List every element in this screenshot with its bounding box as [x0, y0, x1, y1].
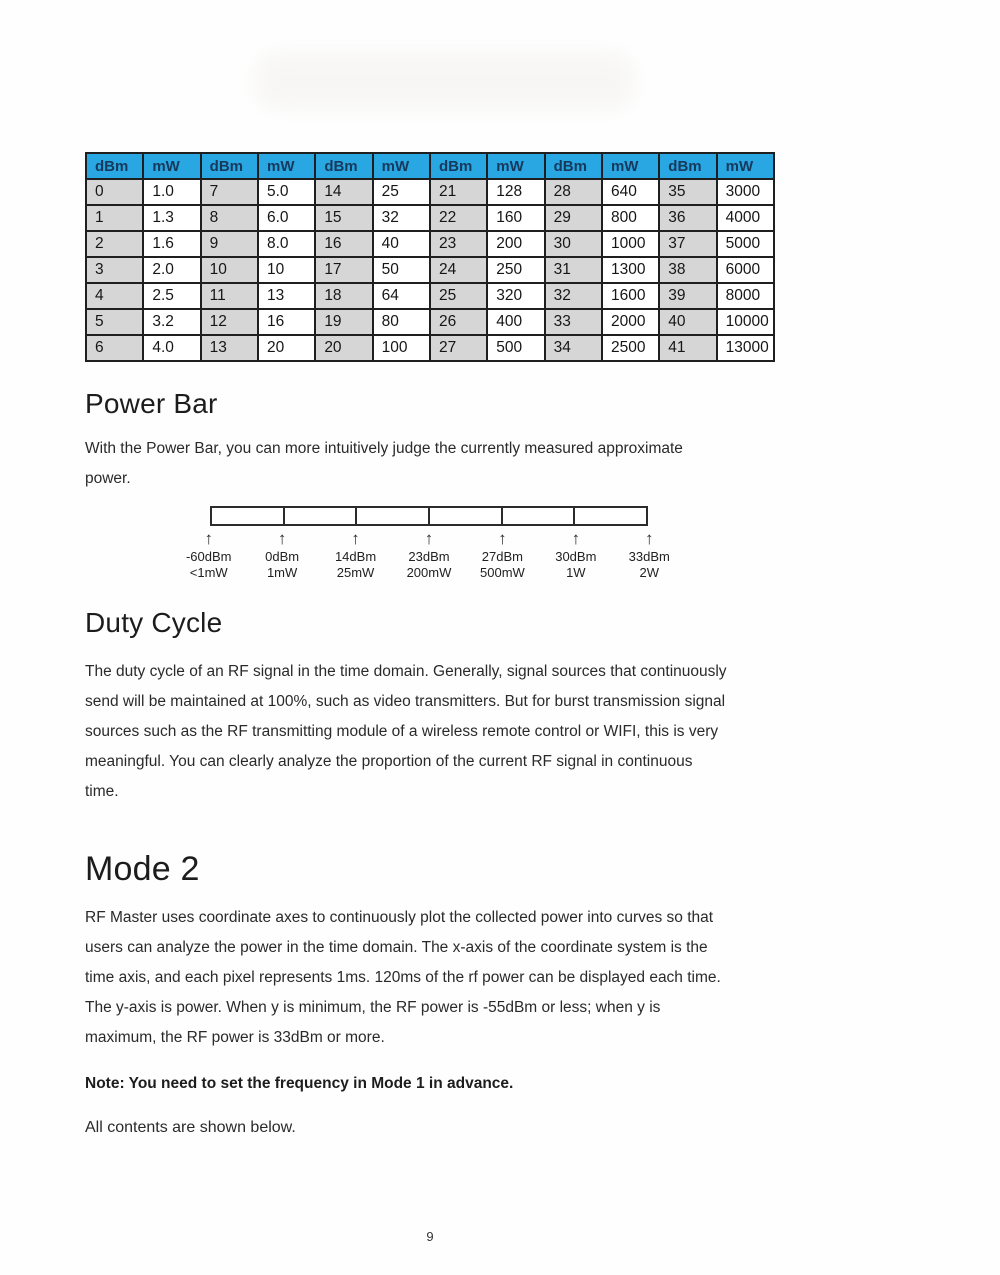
up-arrow-icon: ↑ [571, 529, 581, 548]
table-cell: 8.0 [258, 231, 315, 257]
table-header-cell: dBm [545, 153, 602, 179]
marker-dbm-label: 0dBm [265, 549, 300, 564]
table-cell: 40 [659, 309, 716, 335]
table-header-cell: mW [258, 153, 315, 179]
table-cell: 4 [86, 283, 143, 309]
table-header-cell: dBm [201, 153, 258, 179]
marker-dbm-label: 33dBm [628, 549, 670, 564]
table-cell: 30 [545, 231, 602, 257]
table-cell: 24 [430, 257, 487, 283]
text-line: time. [85, 783, 119, 800]
marker-dbm-label: 14dBm [334, 549, 377, 564]
power-bar-marker [245, 529, 318, 581]
table-cell: 6000 [717, 257, 774, 283]
mode2-paragraph [85, 903, 775, 1053]
marker-dbm-label: -60dBm [185, 549, 232, 564]
table-cell: 9 [201, 231, 258, 257]
table-cell: 27 [430, 335, 487, 361]
text-line: The duty cycle of an RF signal in the time domain. Generally, signal sources that continuously [85, 663, 727, 680]
text-line: time axis, and each pixel represents 1ms. 120ms of the rf power can be displayed each time. [85, 969, 721, 986]
table-cell: 7 [201, 179, 258, 205]
text-line: sources such as the RF transmitting module of a wireless remote control or WIFI, this is very [85, 723, 719, 740]
table-cell: 10000 [717, 309, 774, 335]
table-cell: 34 [545, 335, 602, 361]
table-cell: 19 [315, 309, 372, 335]
table-row [86, 231, 774, 257]
table-cell: 13 [201, 335, 258, 361]
power-bar-marker [172, 529, 245, 581]
text-line: send will be maintained at 100%, such as video transmitters. But for burst transmission signal [85, 693, 726, 710]
table-row [86, 309, 774, 335]
table-cell: 1 [86, 205, 143, 231]
text-line: power. [85, 470, 131, 487]
table-header-cell: mW [143, 153, 200, 179]
up-arrow-icon: ↑ [498, 529, 507, 548]
table-cell: 5.0 [258, 179, 315, 205]
table-cell: 400 [487, 309, 544, 335]
table-cell: 32 [545, 283, 602, 309]
up-arrow-icon: ↑ [351, 529, 360, 548]
page-number: 9 [426, 1229, 434, 1244]
table-cell: 128 [487, 179, 544, 205]
table-cell: 8 [201, 205, 258, 231]
table-cell: 2500 [602, 335, 659, 361]
table-cell: 29 [545, 205, 602, 231]
table-cell: 22 [430, 205, 487, 231]
table-cell: 3000 [717, 179, 774, 205]
table-cell: 16 [315, 231, 372, 257]
power-bar-markers [172, 529, 686, 581]
table-cell: 10 [258, 257, 315, 283]
table-cell: 4.0 [143, 335, 200, 361]
table-cell: 5000 [717, 231, 774, 257]
marker-mw-label: 1mW [266, 565, 298, 580]
conversion-table-body [86, 179, 774, 361]
table-cell: 14 [315, 179, 372, 205]
mode2-heading: Mode 2 [85, 850, 200, 888]
text-line: RF Master uses coordinate axes to continuously plot the collected power into curves so that [85, 909, 714, 926]
table-cell: 160 [487, 205, 544, 231]
text-line: The y-axis is power. When y is minimum, the RF power is -55dBm or less; when y is [85, 999, 661, 1016]
table-cell: 1.6 [143, 231, 200, 257]
power-bar-heading: Power Bar [85, 388, 218, 419]
table-cell: 25 [430, 283, 487, 309]
table-cell: 64 [373, 283, 430, 309]
table-header-cell: dBm [86, 153, 143, 179]
closing-line: All contents are shown below. [85, 1119, 296, 1136]
power-bar-segment [357, 508, 430, 524]
table-cell: 4000 [717, 205, 774, 231]
table-header-cell: dBm [315, 153, 372, 179]
duty-cycle-heading: Duty Cycle [85, 607, 223, 638]
power-bar-marker [466, 529, 539, 581]
table-cell: 10 [201, 257, 258, 283]
marker-mw-label: 500mW [480, 565, 525, 580]
table-cell: 11 [201, 283, 258, 309]
up-arrow-icon: ↑ [277, 529, 287, 548]
table-cell: 1.0 [143, 179, 200, 205]
table-cell: 2.5 [143, 283, 200, 309]
table-cell: 33 [545, 309, 602, 335]
table-cell: 13000 [717, 335, 774, 361]
power-bar-marker [539, 529, 612, 581]
table-cell: 37 [659, 231, 716, 257]
power-bar-segment [212, 508, 285, 524]
table-cell: 1300 [602, 257, 659, 283]
conversion-table-head [86, 153, 774, 179]
table-header-row [86, 153, 774, 179]
table-cell: 1.3 [143, 205, 200, 231]
table-row [86, 179, 774, 205]
text-line: With the Power Bar, you can more intuitively judge the currently measured approximate [85, 440, 683, 457]
table-cell: 39 [659, 283, 716, 309]
table-cell: 20 [258, 335, 315, 361]
table-cell: 25 [373, 179, 430, 205]
table-cell: 2.0 [143, 257, 200, 283]
table-cell: 18 [315, 283, 372, 309]
power-bar-marker [319, 529, 392, 581]
table-cell: 21 [430, 179, 487, 205]
table-cell: 32 [373, 205, 430, 231]
marker-mw-label: <1mW [189, 565, 228, 580]
marker-mw-label: 200mW [406, 565, 452, 580]
marker-dbm-label: 30dBm [555, 549, 597, 564]
table-cell: 2 [86, 231, 143, 257]
table-cell: 100 [373, 335, 430, 361]
marker-mw-label: 2W [639, 565, 659, 580]
table-cell: 28 [545, 179, 602, 205]
table-cell: 50 [373, 257, 430, 283]
table-cell: 0 [86, 179, 143, 205]
table-cell: 80 [373, 309, 430, 335]
text-line: maximum, the RF power is 33dBm or more. [85, 1029, 385, 1046]
table-cell: 3 [86, 257, 143, 283]
power-bar-scale [210, 506, 648, 526]
table-cell: 36 [659, 205, 716, 231]
mode2-note: Note: You need to set the frequency in Mode 1 in advance. [85, 1075, 514, 1092]
table-cell: 41 [659, 335, 716, 361]
table-cell: 3.2 [143, 309, 200, 335]
table-cell: 5 [86, 309, 143, 335]
table-header-cell: mW [487, 153, 544, 179]
power-bar-diagram [185, 506, 670, 581]
table-cell: 6.0 [258, 205, 315, 231]
power-bar-segment [503, 508, 576, 524]
power-bar-marker [613, 529, 686, 581]
table-cell: 1000 [602, 231, 659, 257]
marker-mw-label: 1W [566, 565, 586, 580]
dbm-mw-conversion-table [85, 152, 775, 362]
table-header-cell: mW [373, 153, 430, 179]
table-cell: 800 [602, 205, 659, 231]
table-cell: 26 [430, 309, 487, 335]
power-bar-marker [392, 529, 465, 581]
marker-mw-label: 25mW [336, 565, 375, 580]
table-cell: 250 [487, 257, 544, 283]
table-cell: 35 [659, 179, 716, 205]
table-row [86, 257, 774, 283]
power-bar-segment [285, 508, 358, 524]
power-bar-intro-paragraph [85, 434, 775, 494]
table-header-cell: mW [717, 153, 774, 179]
table-row [86, 205, 774, 231]
table-cell: 16 [258, 309, 315, 335]
table-cell: 23 [430, 231, 487, 257]
table-row [86, 283, 774, 309]
table-cell: 20 [315, 335, 372, 361]
table-cell: 500 [487, 335, 544, 361]
table-header-cell: dBm [659, 153, 716, 179]
page-content [85, 0, 775, 1244]
table-cell: 2000 [602, 309, 659, 335]
table-cell: 38 [659, 257, 716, 283]
table-cell: 320 [487, 283, 544, 309]
table-cell: 6 [86, 335, 143, 361]
table-header-cell: dBm [430, 153, 487, 179]
table-cell: 8000 [717, 283, 774, 309]
table-row [86, 335, 774, 361]
power-bar-segment [430, 508, 503, 524]
text-line: meaningful. You can clearly analyze the proportion of the current RF signal in continuous [85, 753, 693, 770]
marker-dbm-label: 27dBm [481, 549, 523, 564]
up-arrow-icon: ↑ [204, 529, 213, 548]
table-cell: 17 [315, 257, 372, 283]
table-cell: 200 [487, 231, 544, 257]
power-bar-segment [575, 508, 646, 524]
up-arrow-icon: ↑ [424, 529, 434, 548]
duty-cycle-paragraph [85, 657, 775, 807]
table-cell: 15 [315, 205, 372, 231]
up-arrow-icon: ↑ [644, 529, 654, 548]
table-cell: 12 [201, 309, 258, 335]
table-cell: 31 [545, 257, 602, 283]
marker-dbm-label: 23dBm [408, 549, 450, 564]
text-line: users can analyze the power in the time domain. The x-axis of the coordinate system is the [85, 939, 708, 956]
table-cell: 40 [373, 231, 430, 257]
table-cell: 640 [602, 179, 659, 205]
table-cell: 13 [258, 283, 315, 309]
table-cell: 1600 [602, 283, 659, 309]
table-header-cell: mW [602, 153, 659, 179]
